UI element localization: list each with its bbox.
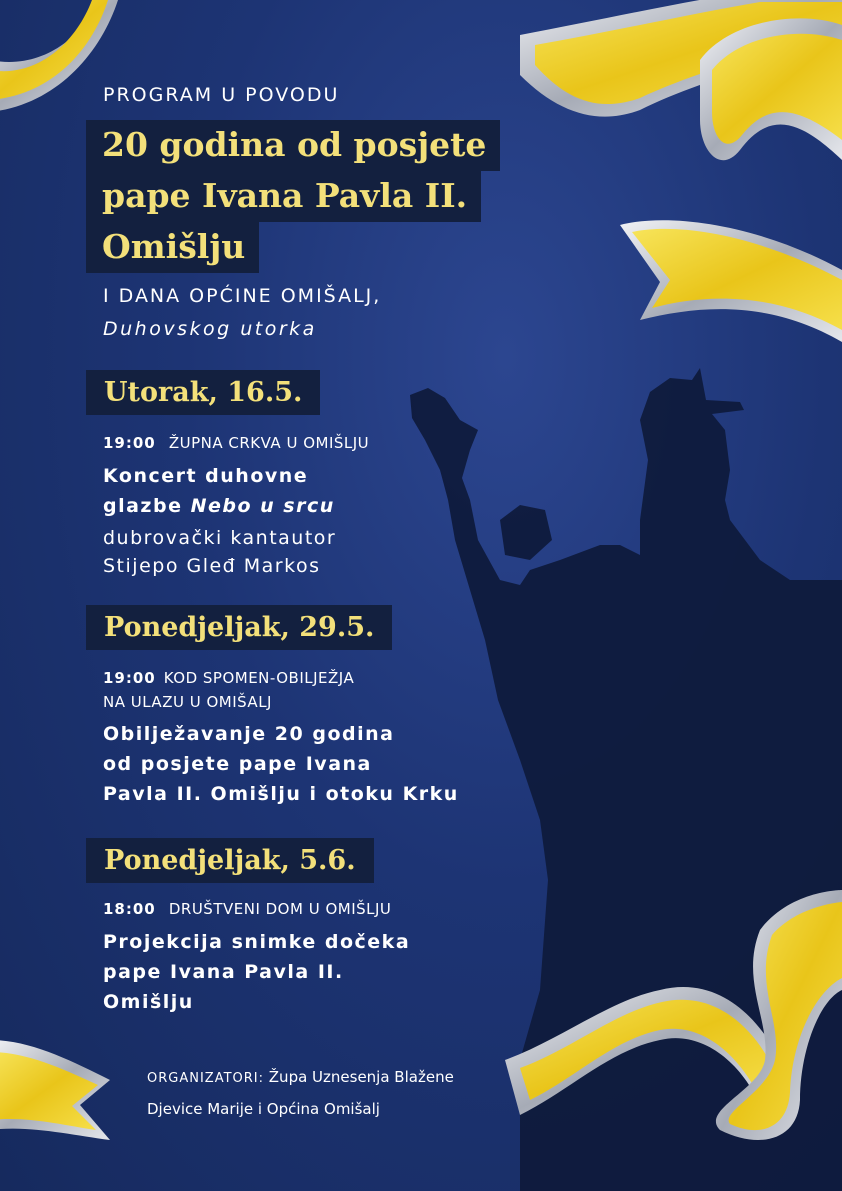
- event-2-when-where: [103, 666, 354, 714]
- footer-label: ORGANIZATORI:: [147, 1071, 264, 1086]
- event-3-title-line-3: Omišlju: [103, 991, 194, 1013]
- event-day-2: Ponedjeljak, 29.5.: [86, 605, 392, 650]
- title-line-2: pape Ivana Pavla II.: [86, 171, 481, 222]
- event-2-place-line-2: NA ULAZU U OMIŠALJ: [103, 693, 272, 711]
- event-2-title-line-3: Pavla II. Omišlju i otoku Krku: [103, 783, 459, 805]
- gold-ribbon-bottom-left: [0, 1040, 110, 1140]
- event-2-title-line-1: Obilježavanje 20 godina: [103, 723, 395, 745]
- event-3-title-line-2: pape Ivana Pavla II.: [103, 961, 344, 983]
- gold-ribbon-top-right: [520, 0, 842, 160]
- event-1-desc-line-2: Stijepo Gleđ Markos: [103, 555, 321, 577]
- intro-text: PROGRAM U POVODU: [103, 84, 340, 106]
- event-2-time: 19:00: [103, 669, 156, 687]
- event-1-when-where: [103, 433, 369, 452]
- event-1-title-line-2: [103, 491, 335, 521]
- title-line-1: 20 godina od posjete: [86, 120, 500, 171]
- footer: [147, 1062, 454, 1125]
- event-1-desc: [103, 524, 336, 580]
- event-3-title: [103, 927, 410, 1017]
- footer-line-1: Župa Uznesenja Blažene: [268, 1068, 454, 1086]
- event-1-place: ŽUPNA CRKVA U OMIŠLJU: [168, 434, 370, 452]
- event-3-place: DRUŠTVENI DOM U OMIŠLJU: [168, 900, 392, 918]
- event-1-title-prefix: glazbe: [103, 495, 191, 517]
- event-1-desc-line-1: dubrovački kantautor: [103, 527, 337, 549]
- event-2-place-line-1: KOD SPOMEN-OBILJEŽJA: [163, 669, 355, 687]
- event-3-time: 18:00: [103, 900, 156, 918]
- footer-line-2: Djevice Marije i Općina Omišalj: [147, 1100, 380, 1118]
- event-1-title: [103, 461, 335, 521]
- event-2-title-line-2: od posjete pape Ivana: [103, 753, 372, 775]
- event-3-when-where: [103, 899, 391, 918]
- event-1-time: 19:00: [103, 434, 156, 452]
- title-line-3: Omišlju: [86, 222, 259, 273]
- subtitle: I DANA OPĆINE OMIŠALJ,: [103, 285, 382, 307]
- event-1-title-line-1: Koncert duhovne: [103, 465, 309, 487]
- event-3-title-line-1: Projekcija snimke dočeka: [103, 931, 411, 953]
- event-day-3: Ponedjeljak, 5.6.: [86, 838, 374, 883]
- event-day-1: Utorak, 16.5.: [86, 370, 320, 415]
- event-2-title: [103, 719, 459, 809]
- gold-ribbon-top-left: [0, 0, 118, 112]
- event-1-title-italic: Nebo u srcu: [190, 495, 335, 517]
- subtitle-italic: Duhovskog utorka: [103, 318, 317, 340]
- gold-ribbon-mid-right: [620, 220, 842, 342]
